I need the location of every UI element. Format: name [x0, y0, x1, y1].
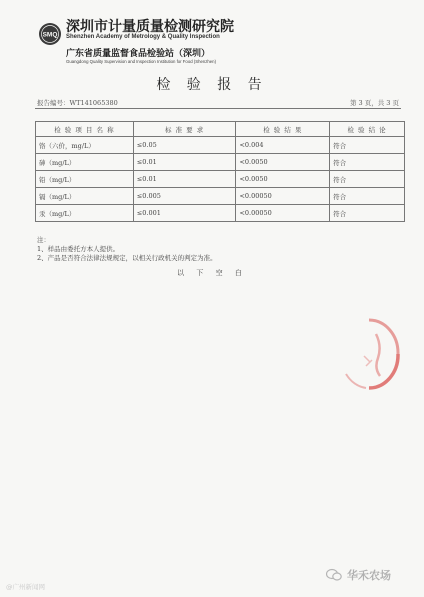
watermark-source: @广州新闻网 [6, 583, 45, 591]
cell-requirement: ≤0.05 [133, 137, 236, 154]
notes-section [37, 236, 217, 263]
note-item: 2、产品是否符合法律法规规定，以相关行政机关的判定为准。 [37, 254, 217, 262]
cell-item: 镉（mg/L） [36, 188, 134, 205]
station-name-english: Guangdong Quality Supervision and Inspection Institution for Food (Shenzhen) [66, 59, 217, 64]
table-row [36, 188, 405, 205]
notes-heading: 注： [37, 236, 50, 244]
cell-requirement: ≤0.01 [133, 171, 236, 188]
table-row [36, 137, 405, 154]
cell-item: 汞（mg/L） [36, 205, 134, 222]
organization-name-english: Shenzhen Academy of Metrology & Quality Inspection [66, 34, 220, 40]
cell-conclusion: 符合 [330, 154, 405, 171]
cell-result: <0.0050 [236, 171, 330, 188]
cell-item: 铬（六价，mg/L） [36, 137, 134, 154]
table-header-row [36, 122, 405, 137]
end-of-content-mark: 以 下 空 白 [177, 269, 247, 277]
cell-result: <0.0050 [236, 154, 330, 171]
results-table [35, 121, 405, 222]
report-header [0, 0, 424, 70]
page-title: 检 验 报 告 [156, 77, 268, 93]
cell-conclusion: 符合 [330, 171, 405, 188]
column-header-requirement: 标 准 要 求 [133, 122, 236, 137]
cell-conclusion: 符合 [330, 205, 405, 222]
cell-requirement: ≤0.01 [133, 154, 236, 171]
watermark-brand [326, 568, 391, 582]
header-divider [35, 108, 401, 109]
column-header-conclusion: 检 验 结 论 [330, 122, 405, 137]
station-name: 广东省质量监督食品检验站（深圳） [66, 49, 211, 59]
column-header-result: 检 验 结 果 [236, 122, 330, 137]
cell-conclusion: 符合 [330, 188, 405, 205]
cell-item: 砷（mg/L） [36, 154, 134, 171]
cell-result: <0.00050 [236, 205, 330, 222]
cell-result: <0.00050 [236, 188, 330, 205]
chat-bubble-icon [326, 568, 342, 582]
column-header-item: 检 验 项 目 名 称 [36, 122, 134, 137]
table-row [36, 154, 405, 171]
cell-result: <0.004 [236, 137, 330, 154]
institute-logo [38, 22, 62, 46]
cell-conclusion: 符合 [330, 137, 405, 154]
cell-item: 铅（mg/L） [36, 171, 134, 188]
cell-requirement: ≤0.001 [133, 205, 236, 222]
organization-name: 深圳市计量质量检测研究院 [66, 19, 234, 35]
note-item: 1、样品由委托方本人提供。 [37, 245, 120, 253]
logo-text: SMQ [42, 31, 58, 39]
official-seal-stamp [336, 316, 402, 392]
report-number: 报告编号：WT141065380 [37, 99, 118, 107]
watermark-brand-text: 华禾农场 [347, 569, 391, 582]
page-indicator: 第 3 页，共 3 页 [349, 99, 399, 107]
table-row [36, 205, 405, 222]
cell-requirement: ≤0.005 [133, 188, 236, 205]
table-row [36, 171, 405, 188]
